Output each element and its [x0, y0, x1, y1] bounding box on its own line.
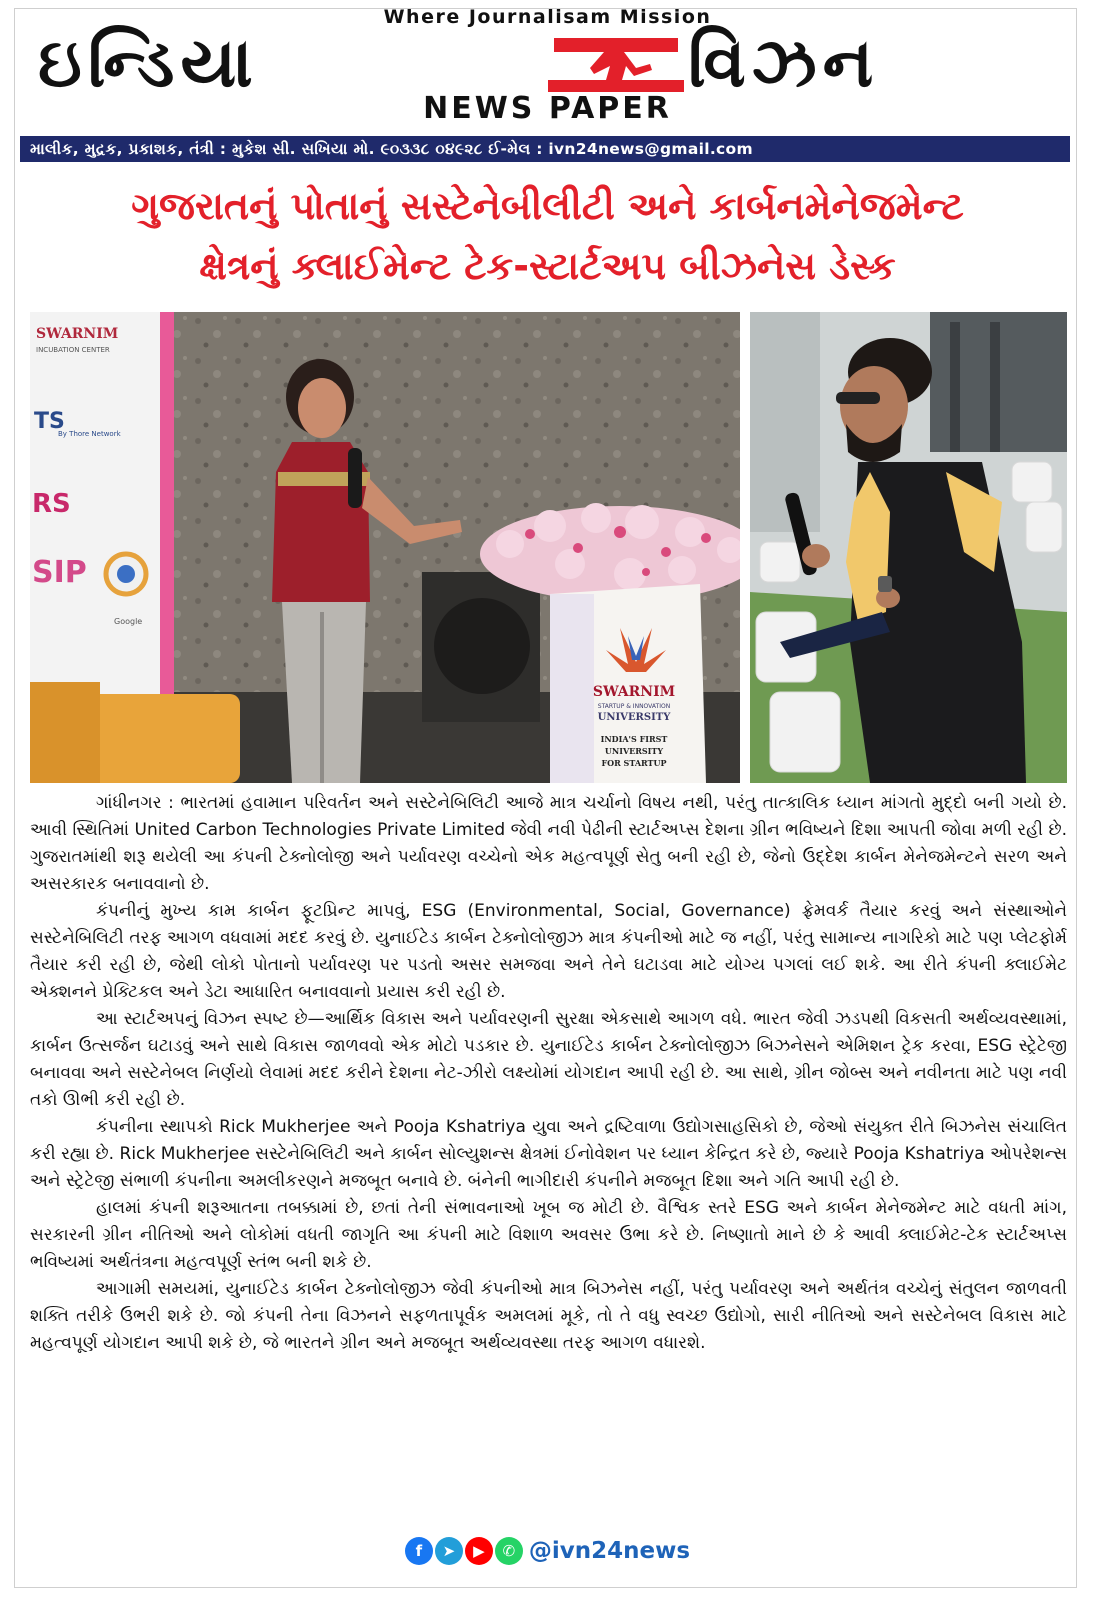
article-body [30, 790, 1067, 1357]
running-figure-logo-icon [546, 34, 686, 96]
svg-text:INDIA'S FIRST: INDIA'S FIRST [600, 734, 668, 744]
svg-text:TS: TS [34, 409, 65, 434]
headline [30, 176, 1065, 296]
photo-speaker-woman [30, 312, 740, 783]
svg-text:FOR STARTUP: FOR STARTUP [601, 758, 667, 768]
svg-text:By Thore Network: By Thore Network [58, 430, 121, 438]
article-paragraph: ગાંધીનગર : ભારતમાં હવામાન પરિવર્તન અને સસ્ટેનેબિલિટી આજે માત્ર ચર્ચાનો વિષય નથી, પરંતુ તાત્કાલિક ધ્યાન માંગતો મુદ્દો બની ગયો છે. આવી સ્થિતિમાં United Carbon Technologies Private Limited જેવી નવી પેઢીની સ્ટાર્ટઅપ્સ દેશના ગ્રીન ભવિષ્યને દિશા આપતી જોવા મળી રહી છે. ગુજરાતમાંથી શરૂ થયેલી આ કંપની ટેક્નોલોજી અને પર્યાવરણ વચ્ચેનો એક મહત્વપૂર્ણ સેતુ બની રહી છે, જેનો ઉદ્દેશ કાર્બન મેનેજમેન્ટને સરળ અને અસરકારક બનાવવાનો છે. [30, 793, 1067, 894]
svg-text:UNIVERSITY: UNIVERSITY [597, 712, 671, 723]
photo-speaker-man [750, 312, 1067, 783]
article-paragraph: કંપનીનું મુખ્ય કામ કાર્બન ફૂટપ્રિન્ટ માપવું, ESG (Environmental, Social, Governance) ફ્રેમવર્ક તૈયાર કરવું અને સંસ્થાઓને સસ્ટેનેબિલિટી તરફ આગળ વધવામાં મદદ કરવું છે. યુનાઈટેડ કાર્બન ટેક્નોલોજીઝ માત્ર કંપનીઓ માટે જ નહીં, પરંતુ સામાન્ય નાગરિકો માટે પણ પ્લેટફોર્મ તૈયાર કરી રહી છે, જેથી લોકો પોતાનો પર્યાવરણ પર પડતો અસર સમજવા અને તેને ઘટાડવા માટે યોગ્ય પગલાં લઈ શકે. આ રીતે કંપની ક્લાઈમેટ એક્શનને પ્રેક્ટિકલ અને ડેટા આધારિત બનાવવાનો પ્રયાસ કરી રહી છે. [30, 901, 1067, 1002]
social-handle[interactable]: @ivn24news [528, 1538, 691, 1564]
masthead-title [38, 24, 1058, 103]
article-paragraph: આ સ્ટાર્ટઅપનું વિઝન સ્પષ્ટ છે—આર્થિક વિકાસ અને પર્યાવરણની સુરક્ષા એકસાથે આગળ વધે. ભારત જેવી ઝડપથી વિકસતી અર્થવ્યવસ્થામાં, કાર્બન ઉત્સર્જન ઘટાડવું અને સાથે વિકાસ જાળવવો એક મોટો પડકાર છે. યુનાઈટેડ કાર્બન ટેક્નોલોજીઝ બિઝનેસને એમિશન ટ્રેક કરવા, ESG સ્ટ્રેટેજી બનાવવા અને સસ્ટેનેબલ નિર્ણયો લેવામાં મદદ કરીને દેશના નેટ-ઝીરો લક્ષ્યોમાં યોગદાન આપી રહી છે. આ સાથે, ગ્રીન જોબ્સ અને નવીનતા માટે પણ નવી તકો ઊભી કરી રહી છે. [30, 1009, 1067, 1110]
social-footer [0, 1534, 1095, 1568]
facebook-icon[interactable]: f [405, 1537, 433, 1565]
headline-line-2: ક્ષેત્રનું ક્લાઈમેન્ટ ટેક-સ્ટાર્ટઅપ બીઝનેસ ડેસ્ક [199, 244, 896, 288]
svg-text:SWARNIM: SWARNIM [36, 326, 119, 342]
masthead-title-left: ઇન્ડિયા [38, 24, 259, 103]
whatsapp-icon[interactable]: ✆ [495, 1537, 523, 1565]
masthead-title-right: વિઝન [688, 24, 880, 103]
photo-speaker-woman-image [30, 312, 740, 783]
masthead-subtitle: NEWS PAPER [423, 91, 672, 126]
masthead-tagline: Where Journalisam Mission [383, 6, 712, 28]
youtube-icon[interactable]: ▶ [465, 1537, 493, 1565]
photo-speaker-man-image [750, 312, 1067, 783]
svg-text:RS: RS [32, 489, 71, 519]
headline-line-1: ગુજરાતનું પોતાનું સસ્ટેનેબીલીટી અને કાર્બનમેનેજમેન્ટ [131, 184, 964, 228]
svg-text:STARTUP & INNOVATION: STARTUP & INNOVATION [597, 703, 671, 710]
svg-text:UNIVERSITY: UNIVERSITY [604, 746, 664, 756]
svg-text:SWARNIM: SWARNIM [592, 684, 676, 700]
imprint-bar [20, 136, 1070, 162]
article-paragraph: આગામી સમયમાં, યુનાઈટેડ કાર્બન ટેક્નોલોજીઝ જેવી કંપનીઓ માત્ર બિઝનેસ નહીં, પરંતુ પર્યાવરણ અને અર્થતંત્ર વચ્ચેનું સંતુલન જાળવતી શક્તિ તરીકે ઉભરી શકે છે. જો કંપની તેના વિઝનને સફળતાપૂર્વક અમલમાં મૂકે, તો તે વધુ સ્વચ્છ ઉદ્યોગો, સારી નીતિઓ અને સસ્ટેનેબલ વિકાસ માટે મહત્વપૂર્ણ યોગદાન આપી શકે છે, જે ભારતને ગ્રીન અને મજબૂત અર્થવ્યવસ્થા તરફ આગળ વધારશે. [30, 1279, 1067, 1353]
svg-text:Google: Google [114, 617, 143, 626]
svg-text:INCUBATION CENTER: INCUBATION CENTER [36, 346, 110, 354]
telegram-icon[interactable]: ➤ [435, 1537, 463, 1565]
article-paragraph: હાલમાં કંપની શરૂઆતના તબક્કામાં છે, છતાં તેની સંભાવનાઓ ખૂબ જ મોટી છે. વૈશ્વિક સ્તરે ESG અને કાર્બન મેનેજમેન્ટ માટે વધતી માંગ, સરકારની ગ્રીન નીતિઓ અને લોકોમાં વધતી જાગૃતિ આ કંપની માટે વિશાળ અવસર ઉભા કરે છે. નિષ્ણાતો માને છે કે આવી ક્લાઈમેટ-ટેક સ્ટાર્ટઅપ્સ ભવિષ્યમાં અર્થતંત્રના મહત્વપૂર્ણ સ્તંભ બની શકે છે. [30, 1198, 1067, 1272]
article-paragraph: કંપનીના સ્થાપકો Rick Mukherjee અને Pooja Kshatriya યુવા અને દ્રષ્ટિવાળા ઉદ્યોગસાહસિકો છે, જેઓ સંયુક્ત રીતે બિઝનેસ સંચાલિત કરી રહ્યા છે. Rick Mukherjee સસ્ટેનેબિલિટી અને કાર્બન સોલ્યુશન્સ ક્ષેત્રમાં ઈનોવેશન પર ધ્યાન કેન્દ્રિત કરે છે, જ્યારે Pooja Kshatriya ઓપરેશન્સ અને સ્ટ્રેટેજી સંભાળી કંપનીના અમલીકરણને મજબૂત બનાવે છે. બંનેની ભાગીદારી કંપનીને મજબૂત દિશા અને ગતિ આપી રહી છે. [30, 1117, 1067, 1191]
imprint-text: માલીક, મુદ્રક, પ્રકાશક, તંત્રી : મુકેશ સી. સખિયા મો. ૯૦૩૩૮ ૦૪૯૨૮ ઈ-મેલ : ivn24news@gmail.com [30, 139, 753, 158]
svg-text:SIP: SIP [32, 555, 87, 590]
